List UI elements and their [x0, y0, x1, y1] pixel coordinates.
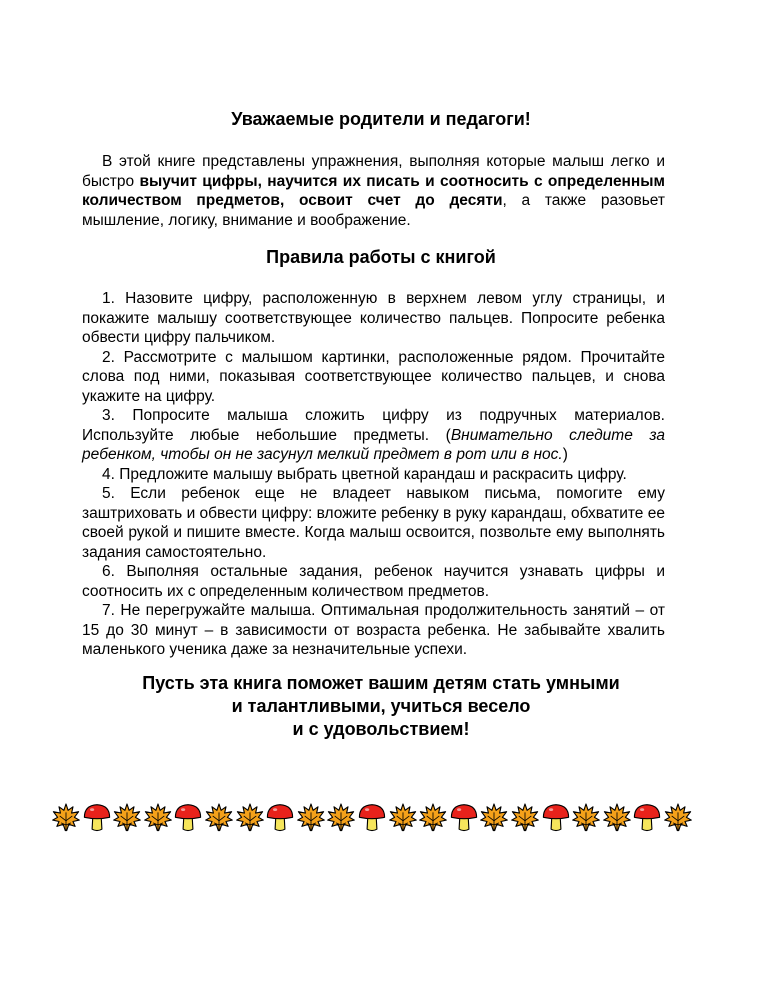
mushroom-icon: [358, 801, 386, 835]
mushroom-icon: [633, 801, 661, 835]
rule-item: 2. Рассмотрите с малышом картинки, расположенные рядом. Прочитайте слова под ними, показывая соответствующее количество пальцев, и снова укажите на цифру.: [82, 348, 665, 405]
maple-leaf-icon: [419, 801, 447, 835]
maple-leaf-icon: [144, 801, 172, 835]
decorative-border: [52, 800, 692, 836]
rule-item: 5. Если ребенок еще не владеет навыком письма, помогите ему заштриховать и обвести цифру: вложите ребенку в руку карандаш, обхватите ее своей рукой и пишите вместе. Когда малыш освоится, позвольте ему выполнять задания самостоятельно.: [82, 485, 665, 561]
rule-item: [82, 406, 665, 465]
mushroom-icon: [83, 801, 111, 835]
rules-heading: Правила работы с книгой: [266, 247, 496, 267]
maple-leaf-icon: [572, 801, 600, 835]
maple-leaf-icon: [480, 801, 508, 835]
rule-item: 1. Назовите цифру, расположенную в верхнем левом углу страницы, и покажите малышу соответствующее количество пальцев. Попросите ребенка обвести цифру пальчиком.: [82, 290, 665, 346]
maple-leaf-icon: [389, 801, 417, 835]
maple-leaf-icon: [603, 801, 631, 835]
rule-3-end: ): [562, 446, 568, 463]
maple-leaf-icon: [664, 801, 692, 835]
rule-item: 6. Выполняя остальные задания, ребенок научится узнавать цифры и соотносить их с определенным количеством предметов.: [82, 563, 665, 600]
closing-message: [0, 672, 762, 741]
closing-line: и талантливыми, учиться весело: [231, 696, 531, 716]
maple-leaf-icon: [52, 801, 80, 835]
mushroom-icon: [174, 801, 202, 835]
intro-text-2: , а также разовьет мышление, логику, внимание и воображение.: [82, 192, 665, 229]
rule-3-text: 3. Попросите малыша сложить цифру из подручных материалов. Используйте любые небольшие предметы. (: [82, 407, 665, 444]
mushroom-icon: [542, 801, 570, 835]
intro-bold-text: выучит цифры, научится их писать и соотносить с определенным количеством предметов, освоит счет до десяти: [82, 172, 665, 209]
maple-leaf-icon: [327, 801, 355, 835]
maple-leaf-icon: [113, 801, 141, 835]
closing-line: и с удовольствием!: [292, 719, 470, 739]
maple-leaf-icon: [511, 801, 539, 835]
maple-leaf-icon: [205, 801, 233, 835]
maple-leaf-icon: [236, 801, 264, 835]
maple-leaf-icon: [297, 801, 325, 835]
rule-3-italic-note: Внимательно следите за ребенком, чтобы он не засунул мелкий предмет в рот или в нос.: [82, 426, 665, 463]
intro-text-1: В этой книге представлены упражнения, выполняя которые малыш легко и быстро: [82, 153, 665, 190]
page-title: Уважаемые родители и педагоги!: [231, 109, 531, 129]
intro-paragraph: [82, 152, 665, 230]
rule-item: 7. Не перегружайте малыша. Оптимальная продолжительность занятий – от 15 до 30 минут – в зависимости от возраста ребенка. Не забывайте хвалить маленького ученика даже за незначительные успехи.: [82, 602, 665, 658]
mushroom-icon: [450, 801, 478, 835]
rules-list: [82, 289, 665, 660]
closing-line: Пусть эта книга поможет вашим детям стать умными: [142, 673, 620, 693]
rule-item: 4. Предложите малышу выбрать цветной карандаш и раскрасить цифру.: [102, 465, 627, 483]
mushroom-icon: [266, 801, 294, 835]
